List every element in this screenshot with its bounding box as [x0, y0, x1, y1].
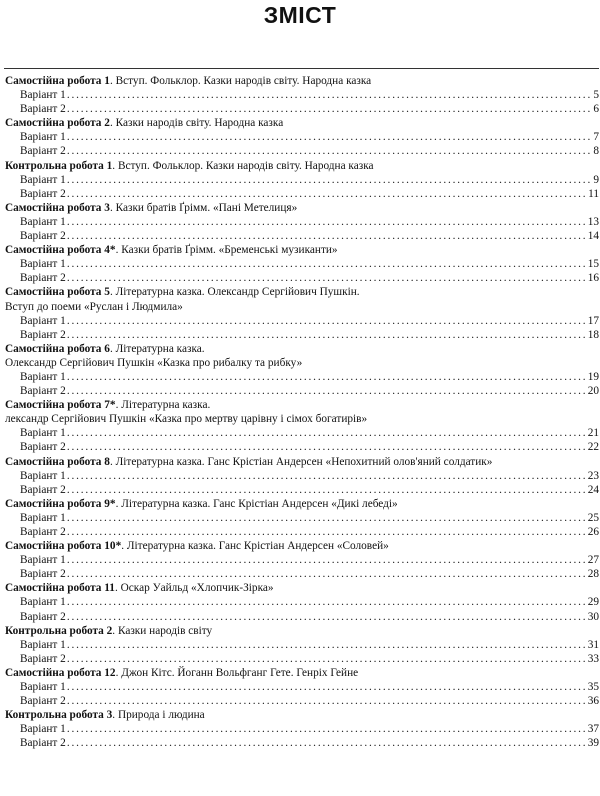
dot-leader	[67, 736, 587, 750]
toc-section-heading[interactable]	[5, 497, 599, 511]
toc-section-label: Самостійна робота 9*	[5, 497, 116, 510]
toc-section-title: . Казки народів світу	[112, 624, 213, 637]
dot-leader	[67, 215, 587, 229]
toc-entry-label: Варіант 1	[20, 131, 66, 144]
toc-entry[interactable]	[5, 102, 599, 116]
dot-leader	[67, 638, 587, 652]
dot-leader	[67, 257, 587, 271]
toc-entry[interactable]	[5, 511, 599, 525]
dot-leader	[67, 370, 587, 384]
dot-leader	[67, 483, 587, 497]
toc-section-heading[interactable]	[5, 666, 599, 680]
title-divider	[4, 68, 599, 69]
toc-entry[interactable]	[5, 88, 599, 102]
toc-entry-label: Варіант 2	[20, 737, 66, 750]
dot-leader	[67, 680, 587, 694]
toc-entry[interactable]	[5, 525, 599, 539]
toc-entry-page-number: 35	[587, 681, 599, 694]
toc-entry-page-number: 7	[593, 131, 599, 144]
toc-section-title: . Літературна казка. Олександр Сергійович Пушкін.	[109, 286, 360, 299]
dot-leader	[67, 314, 587, 328]
toc-section	[5, 398, 599, 454]
toc-entry-page-number: 28	[587, 568, 599, 581]
toc-entry-label: Варіант 1	[20, 723, 66, 736]
toc-section	[5, 708, 599, 750]
toc-entry-label: Варіант 2	[20, 652, 66, 665]
toc-section-label: Самостійна робота 3	[5, 201, 110, 214]
toc-section-heading[interactable]	[5, 539, 599, 553]
dot-leader	[67, 271, 587, 285]
toc-section-title: . Казки братів Ґрімм. «Пані Метелиця»	[109, 201, 298, 214]
toc-entry[interactable]	[5, 694, 599, 708]
dot-leader	[67, 595, 587, 609]
dot-leader	[67, 694, 587, 708]
toc-entry-label: Варіант 1	[20, 89, 66, 102]
toc-entry[interactable]	[5, 229, 599, 243]
toc-entry-page-number: 36	[587, 695, 599, 708]
toc-entry-label: Варіант 1	[20, 469, 66, 482]
dot-leader	[67, 102, 593, 116]
toc-entry[interactable]	[5, 610, 599, 624]
toc-entry-page-number: 39	[587, 737, 599, 750]
toc-entry-label: Варіант 1	[20, 314, 66, 327]
toc-section-label: Контрольна робота 3	[5, 709, 113, 722]
table-of-contents	[5, 74, 599, 751]
toc-section-heading-line2: лександр Сергійович Пушкін «Казка про мертву царівну і сімох богатирів»	[5, 413, 368, 426]
toc-entry[interactable]	[5, 328, 599, 342]
toc-section-title: . Оскар Уайльд «Хлопчик-Зірка»	[114, 582, 274, 595]
toc-entry[interactable]	[5, 722, 599, 736]
toc-section	[5, 539, 599, 581]
toc-section-heading[interactable]	[5, 398, 599, 412]
toc-entry-label: Варіант 1	[20, 173, 66, 186]
toc-section-title: . Літературна казка. Ганс Крістіан Андерсен «Соловей»	[121, 540, 389, 553]
toc-entry-label: Варіант 2	[20, 610, 66, 623]
toc-section	[5, 497, 599, 539]
toc-section-heading[interactable]	[5, 708, 599, 722]
toc-entry[interactable]	[5, 144, 599, 158]
toc-section-title: . Вступ. Фольклор. Казки народів світу. Народна казка	[109, 75, 372, 87]
toc-section-label: Самостійна робота 11	[5, 582, 115, 595]
toc-entry-page-number: 23	[587, 469, 599, 482]
dot-leader	[67, 328, 587, 342]
toc-entry-page-number: 21	[587, 427, 599, 440]
toc-entry-label: Варіант 1	[20, 638, 66, 651]
toc-entry-label: Варіант 1	[20, 258, 66, 271]
toc-section-label: Самостійна робота 2	[5, 117, 110, 130]
toc-entry-page-number: 11	[588, 187, 599, 200]
toc-entry[interactable]	[5, 553, 599, 567]
toc-section-heading-line2: Вступ до поеми «Руслан і Людмила»	[5, 300, 183, 313]
toc-section-label: Самостійна робота 10*	[5, 540, 122, 553]
toc-section-title: . Літературна казка. Ганс Крістіан Андерсен «Дикі лебеді»	[115, 497, 398, 510]
toc-entry-page-number: 37	[587, 723, 599, 736]
toc-section-title: . Казки народів світу. Народна казка	[109, 117, 284, 130]
toc-entry-page-number: 19	[587, 370, 599, 383]
dot-leader	[67, 130, 593, 144]
toc-section	[5, 624, 599, 666]
toc-section-heading[interactable]	[5, 342, 599, 356]
dot-leader	[67, 553, 587, 567]
toc-section	[5, 243, 599, 285]
toc-entry[interactable]	[5, 440, 599, 454]
toc-entry[interactable]	[5, 469, 599, 483]
dot-leader	[67, 722, 587, 736]
toc-entry[interactable]	[5, 736, 599, 750]
toc-entry-page-number: 6	[593, 103, 599, 116]
toc-entry-page-number: 17	[587, 314, 599, 327]
dot-leader	[67, 173, 593, 187]
toc-entry[interactable]	[5, 638, 599, 652]
toc-entry[interactable]	[5, 257, 599, 271]
toc-entry[interactable]	[5, 680, 599, 694]
toc-entry-page-number: 22	[587, 441, 599, 454]
toc-entry-page-number: 24	[587, 483, 599, 496]
toc-entry[interactable]	[5, 384, 599, 398]
toc-entry[interactable]	[5, 173, 599, 187]
toc-section-heading-line2: Олександр Сергійович Пушкін «Казка про рибалку та рибку»	[5, 356, 303, 369]
toc-entry-page-number: 26	[587, 526, 599, 538]
toc-section	[5, 116, 599, 158]
toc-entry[interactable]	[5, 370, 599, 384]
toc-entry-label: Варіант 1	[20, 681, 66, 694]
toc-entry-page-number: 25	[587, 511, 599, 524]
toc-section-heading[interactable]	[5, 455, 599, 469]
dot-leader	[67, 426, 587, 440]
toc-section	[5, 581, 599, 623]
toc-entry-page-number: 30	[587, 610, 599, 623]
toc-entry-label: Варіант 2	[20, 103, 66, 116]
toc-entry-page-number: 27	[587, 554, 599, 567]
toc-section-heading[interactable]	[5, 74, 599, 88]
toc-section-heading[interactable]	[5, 116, 599, 130]
page-title: ЗМІСТ	[263, 2, 337, 28]
toc-section-label: Контрольна робота 2	[5, 624, 113, 637]
toc-entry[interactable]	[5, 567, 599, 581]
toc-entry-page-number: 29	[587, 596, 599, 609]
toc-section-title: . Літературна казка.	[109, 342, 205, 355]
toc-entry-label: Варіант 2	[20, 230, 66, 243]
toc-entry-label: Варіант 2	[20, 526, 66, 538]
toc-entry-label: Варіант 1	[20, 596, 66, 609]
toc-section-label: Самостійна робота 1	[5, 75, 110, 87]
dot-leader	[67, 610, 587, 624]
toc-section-title: . Літературна казка.	[115, 399, 211, 412]
toc-section-title: . Природа і людина	[112, 709, 205, 722]
toc-entry-label: Варіант 1	[20, 511, 66, 524]
toc-section-title: . Вступ. Фольклор. Казки народів світу. Народна казка	[112, 159, 374, 172]
toc-entry-page-number: 9	[593, 173, 599, 186]
toc-entry-page-number: 33	[587, 652, 599, 665]
toc-section-title: . Казки братів Ґрімм. «Бременські музиканти»	[115, 244, 338, 257]
toc-section-label: Контрольна робота 1	[5, 159, 113, 172]
toc-section-heading[interactable]	[5, 243, 599, 257]
toc-entry-label: Варіант 2	[20, 272, 66, 285]
toc-entry[interactable]	[5, 483, 599, 497]
dot-leader	[67, 652, 587, 666]
toc-entry-page-number: 14	[587, 230, 599, 243]
toc-entry-page-number: 16	[587, 272, 599, 285]
toc-entry[interactable]	[5, 426, 599, 440]
toc-entry[interactable]	[5, 271, 599, 285]
toc-section-title: . Літературна казка. Ганс Крістіан Андерсен «Непохитний олов'яний солдатик»	[109, 455, 493, 468]
toc-section-label: Самостійна робота 7*	[5, 399, 116, 412]
dot-leader	[67, 525, 587, 539]
toc-entry-label: Варіант 1	[20, 427, 66, 440]
toc-section-title: . Джон Кітс. Йоганн Вольфганг Гете. Генріх Гейне	[115, 666, 359, 679]
toc-entry-label: Варіант 2	[20, 483, 66, 496]
dot-leader	[67, 229, 587, 243]
toc-entry-page-number: 15	[587, 258, 599, 271]
toc-section	[5, 285, 599, 341]
toc-section-heading[interactable]	[5, 624, 599, 638]
toc-section	[5, 666, 599, 708]
toc-entry-page-number: 20	[587, 385, 599, 398]
toc-section-label: Самостійна робота 4*	[5, 244, 116, 257]
toc-section	[5, 201, 599, 243]
toc-entry-label: Варіант 2	[20, 187, 66, 200]
toc-entry[interactable]	[5, 652, 599, 666]
toc-section	[5, 159, 599, 201]
toc-section	[5, 74, 599, 116]
toc-entry[interactable]	[5, 595, 599, 609]
toc-section-heading[interactable]	[5, 159, 599, 173]
toc-entry-page-number: 18	[587, 328, 599, 341]
toc-section-label: Самостійна робота 8	[5, 455, 110, 468]
toc-entry-label: Варіант 2	[20, 328, 66, 341]
toc-section	[5, 342, 599, 398]
toc-entry-label: Варіант 2	[20, 145, 66, 158]
toc-section-heading[interactable]	[5, 201, 599, 215]
toc-section-label: Самостійна робота 12	[5, 666, 116, 679]
dot-leader	[67, 440, 587, 454]
toc-section-heading[interactable]	[5, 581, 599, 595]
toc-entry-label: Варіант 1	[20, 215, 66, 228]
toc-entry[interactable]	[5, 314, 599, 328]
toc-section-label: Самостійна робота 5	[5, 286, 110, 299]
toc-entry-label: Варіант 1	[20, 554, 66, 567]
toc-entry-page-number: 5	[593, 89, 599, 102]
toc-entry[interactable]	[5, 130, 599, 144]
dot-leader	[67, 511, 587, 525]
toc-entry[interactable]	[5, 187, 599, 201]
dot-leader	[67, 384, 587, 398]
toc-entry-page-number: 31	[587, 638, 599, 651]
toc-entry-page-number: 8	[593, 145, 599, 158]
toc-entry-label: Варіант 2	[20, 441, 66, 454]
dot-leader	[67, 144, 593, 158]
dot-leader	[67, 469, 587, 483]
toc-entry-label: Варіант 2	[20, 568, 66, 581]
toc-section	[5, 455, 599, 497]
dot-leader	[67, 88, 593, 102]
toc-entry-label: Варіант 2	[20, 385, 66, 398]
toc-entry-label: Варіант 1	[20, 370, 66, 383]
dot-leader	[67, 567, 587, 581]
dot-leader	[67, 187, 587, 201]
toc-section-label: Самостійна робота 6	[5, 342, 110, 355]
toc-section-heading[interactable]	[5, 285, 599, 299]
toc-entry-page-number: 13	[587, 215, 599, 228]
toc-entry-label: Варіант 2	[20, 695, 66, 708]
toc-entry[interactable]	[5, 215, 599, 229]
